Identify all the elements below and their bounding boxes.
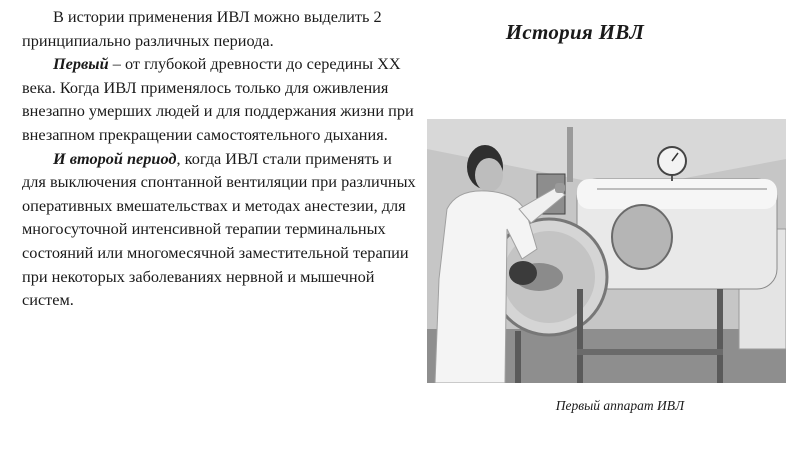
first-period-lead: Первый bbox=[53, 54, 109, 74]
slide-title: История ИВЛ bbox=[505, 20, 645, 44]
body-text bbox=[22, 5, 417, 312]
first-period-paragraph: Первый – от глубокой древности до середины XX века. Когда ИВЛ применялось только для оживления внезапно умерших людей и для поддержания жизни при внезапном прекращении самостоятельного дыхания. bbox=[22, 54, 414, 144]
iron-lung-photo bbox=[427, 119, 786, 383]
second-period-paragraph: И второй период, когда ИВЛ стали применять и для выключения спонтанной вентиляции при различных оперативных вмешательствах и методах анестезии, для многосуточной интенсивной терапии терминальных состояний или многомесячной заместительной терапии при некоторых заболеваниях нервной и мышечной систем. bbox=[22, 148, 416, 310]
image-caption: Первый аппарат ИВЛ bbox=[555, 398, 685, 413]
second-period-lead: И второй период bbox=[53, 148, 177, 168]
intro-paragraph: В истории применения ИВЛ можно выделить 2 принципиально различных периода. bbox=[22, 7, 382, 50]
